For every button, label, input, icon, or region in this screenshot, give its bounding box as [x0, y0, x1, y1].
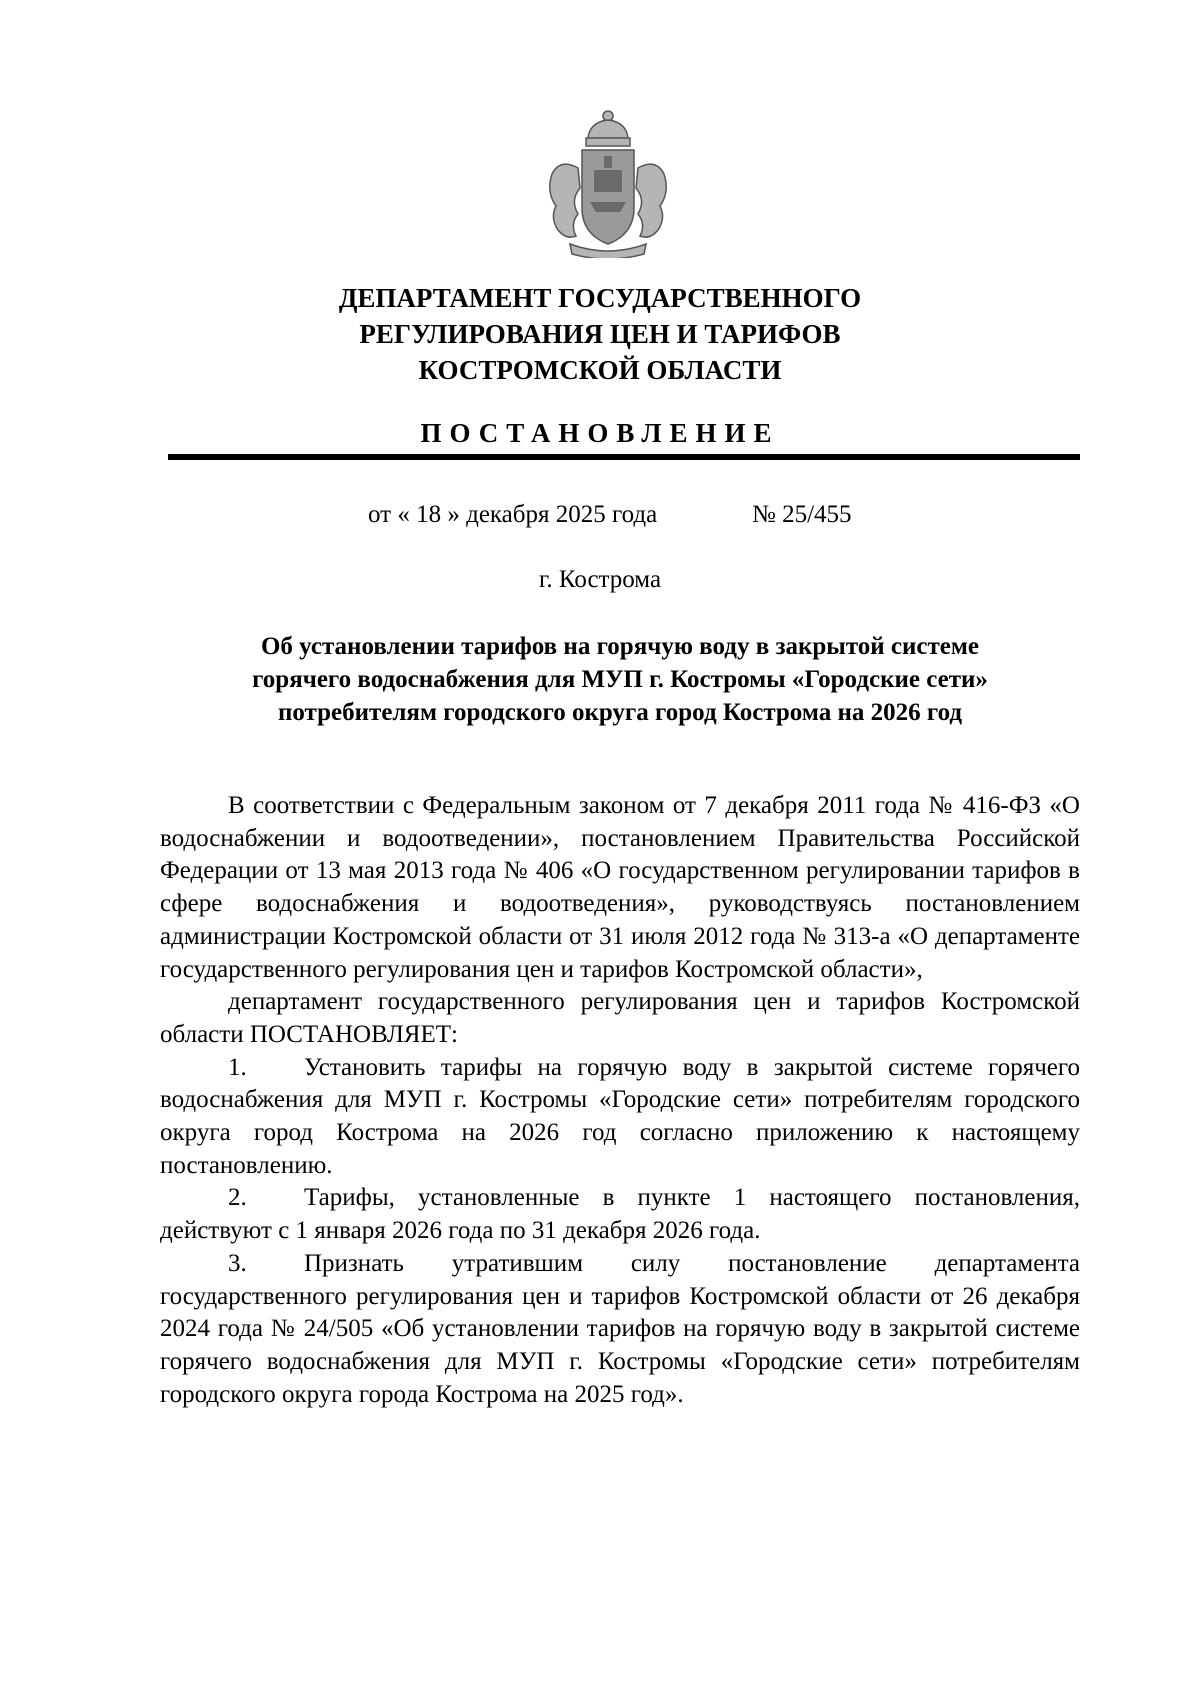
- list-item: [160, 1248, 1080, 1412]
- item-number: 3.: [228, 1249, 247, 1277]
- document-title: [160, 630, 1080, 729]
- title-line: Об установлении тарифов на горячую воду в закрытой системе: [260, 633, 980, 660]
- list-item: [160, 1052, 1080, 1183]
- department-line: ДЕПАРТАМЕНТ ГОСУДАРСТВЕННОГО: [338, 283, 862, 313]
- document-body: [160, 790, 1080, 1411]
- item-number: 1.: [228, 1053, 247, 1081]
- item-text: Признать утратившим силу постановление департамента государственного регулирования цен и тарифов Костромской области от 26 декабря 2024 года № 24/505 «Об установлении тарифов на горячую воду в закрытой системе горячего водоснабжения для МУП г. Костромы «Городские сети» потребителям городского округа города Кострома на 2025 год».: [160, 1249, 1080, 1408]
- document-type-heading: ПОСТАНОВЛЕНИЕ: [420, 418, 780, 448]
- document-date: от « 18 » декабря 2025 года: [368, 501, 658, 528]
- preamble-paragraph: В соответствии с Федеральным законом от 7 декабря 2011 года № 416-ФЗ «О водоснабжении и водоотведении», постановлением Правительства Российской Федерации от 13 мая 2013 года № 406 «О государственном регулировании тарифов в сфере водоснабжения и водоотведения», руководствуясь постановлением администрации Костромской области от 31 июля 2012 года № 313-а «О департаменте государственного регулирования цен и тарифов Костромской области»,: [160, 792, 1080, 983]
- heading-divider: [168, 454, 1080, 460]
- department-line: КОСТРОМСКОЙ ОБЛАСТИ: [418, 355, 782, 385]
- department-name: [0, 280, 1200, 388]
- resolution-paragraph: департамент государственного регулирования цен и тарифов Костромской области ПОСТАНОВЛЯЕТ:: [160, 988, 1080, 1048]
- list-item: [160, 1182, 1080, 1247]
- item-text: Тарифы, установленные в пункте 1 настоящего постановления, действуют с 1 января 2026 года по 31 декабря 2026 года.: [160, 1184, 1080, 1245]
- title-line: горячего водоснабжения для МУП г. Костромы «Городские сети»: [252, 666, 988, 693]
- document-number: № 25/455: [752, 501, 852, 528]
- item-number: 2.: [228, 1184, 247, 1212]
- department-line: РЕГУЛИРОВАНИЯ ЦЕН И ТАРИФОВ: [359, 319, 841, 349]
- title-line: потребителям городского округа город Кострома на 2026 год: [277, 699, 963, 726]
- document-city: г. Кострома: [538, 566, 662, 593]
- coat-of-arms-emblem: [540, 108, 676, 258]
- item-text: Установить тарифы на горячую воду в закрытой системе горячего водоснабжения для МУП г. Костромы «Городские сети» потребителям городского округа город Кострома на 2026 год согласно приложению к настоящему постановлению.: [160, 1053, 1080, 1179]
